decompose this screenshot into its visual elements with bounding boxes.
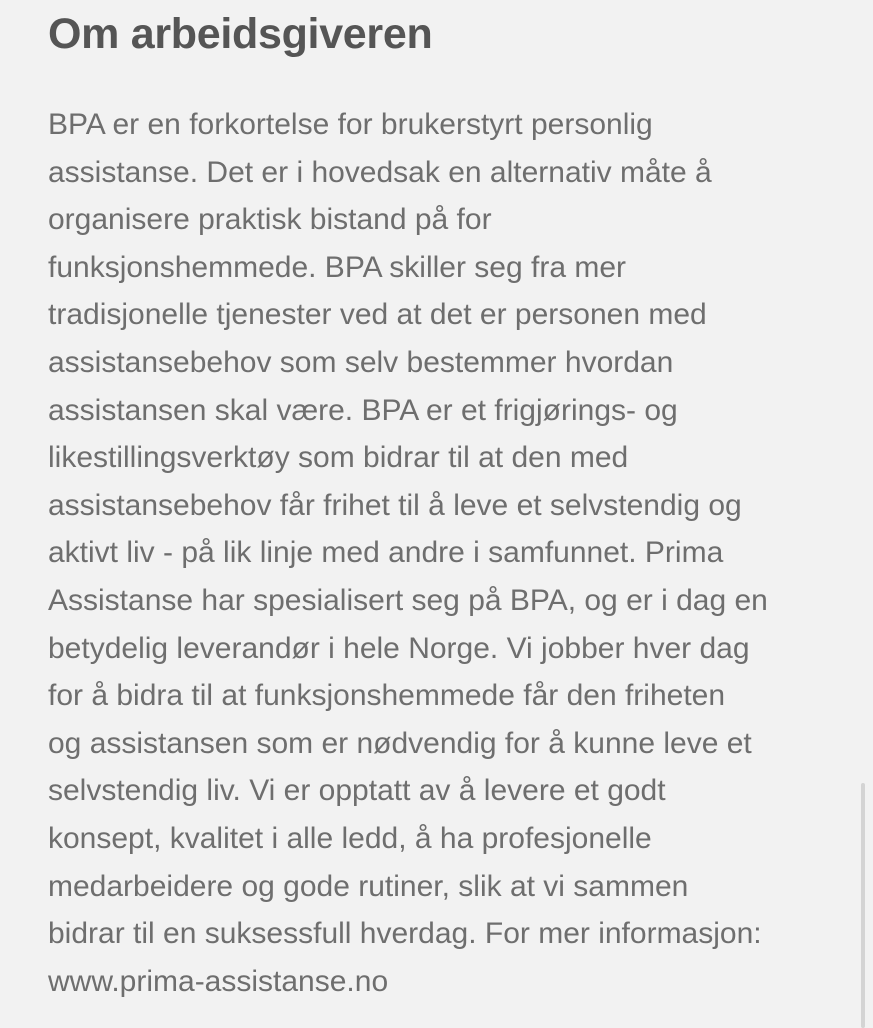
description-line: organisere praktisk bistand på for [48, 203, 492, 237]
description-line: assistanse. Det er i hovedsak en alternativ måte å [48, 155, 712, 189]
description-line: medarbeidere og gode rutiner, slik at vi sammen [48, 869, 689, 903]
description-line: konsept, kvalitet i alle ledd, å ha profesjonelle [48, 821, 652, 855]
description-line: aktivt liv - på lik linje med andre i samfunnet. Prima [48, 536, 724, 570]
description-line: Assistanse har spesialisert seg på BPA, og er i dag en [48, 583, 768, 617]
description-line: likestillingsverktøy som bidrar til at den med [48, 441, 629, 475]
description-line: BPA er en forkortelse for brukerstyrt personlig [48, 108, 653, 141]
about-employer-section [48, 0, 838, 1005]
website-link[interactable]: www.prima-assistanse.no [48, 964, 389, 998]
description-line: assistansebehov som selv bestemmer hvordan [48, 345, 674, 379]
description-line: tradisjonelle tjenester ved at det er personen med [48, 298, 707, 332]
section-heading: Om arbeidsgiveren [48, 10, 433, 58]
description-line: bidrar til en suksessfull hverdag. For mer informasjon: [48, 917, 762, 951]
description-line: og assistansen som er nødvendig for å kunne leve et [48, 726, 752, 760]
description-line: assistansen skal være. BPA er et frigjørings- og [48, 393, 678, 427]
description-line: assistansebehov får frihet til å leve et selvstendig og [48, 488, 742, 522]
employer-description [48, 101, 838, 1005]
description-line: funksjonshemmede. BPA skiller seg fra mer [48, 250, 627, 284]
description-line: for å bidra til at funksjonshemmede får den friheten [48, 679, 726, 713]
description-line: selvstendig liv. Vi er opptatt av å levere et godt [48, 774, 666, 808]
description-line: betydelig leverandør i hele Norge. Vi jobber hver dag [48, 631, 750, 665]
vertical-scrollbar[interactable] [861, 783, 865, 1028]
